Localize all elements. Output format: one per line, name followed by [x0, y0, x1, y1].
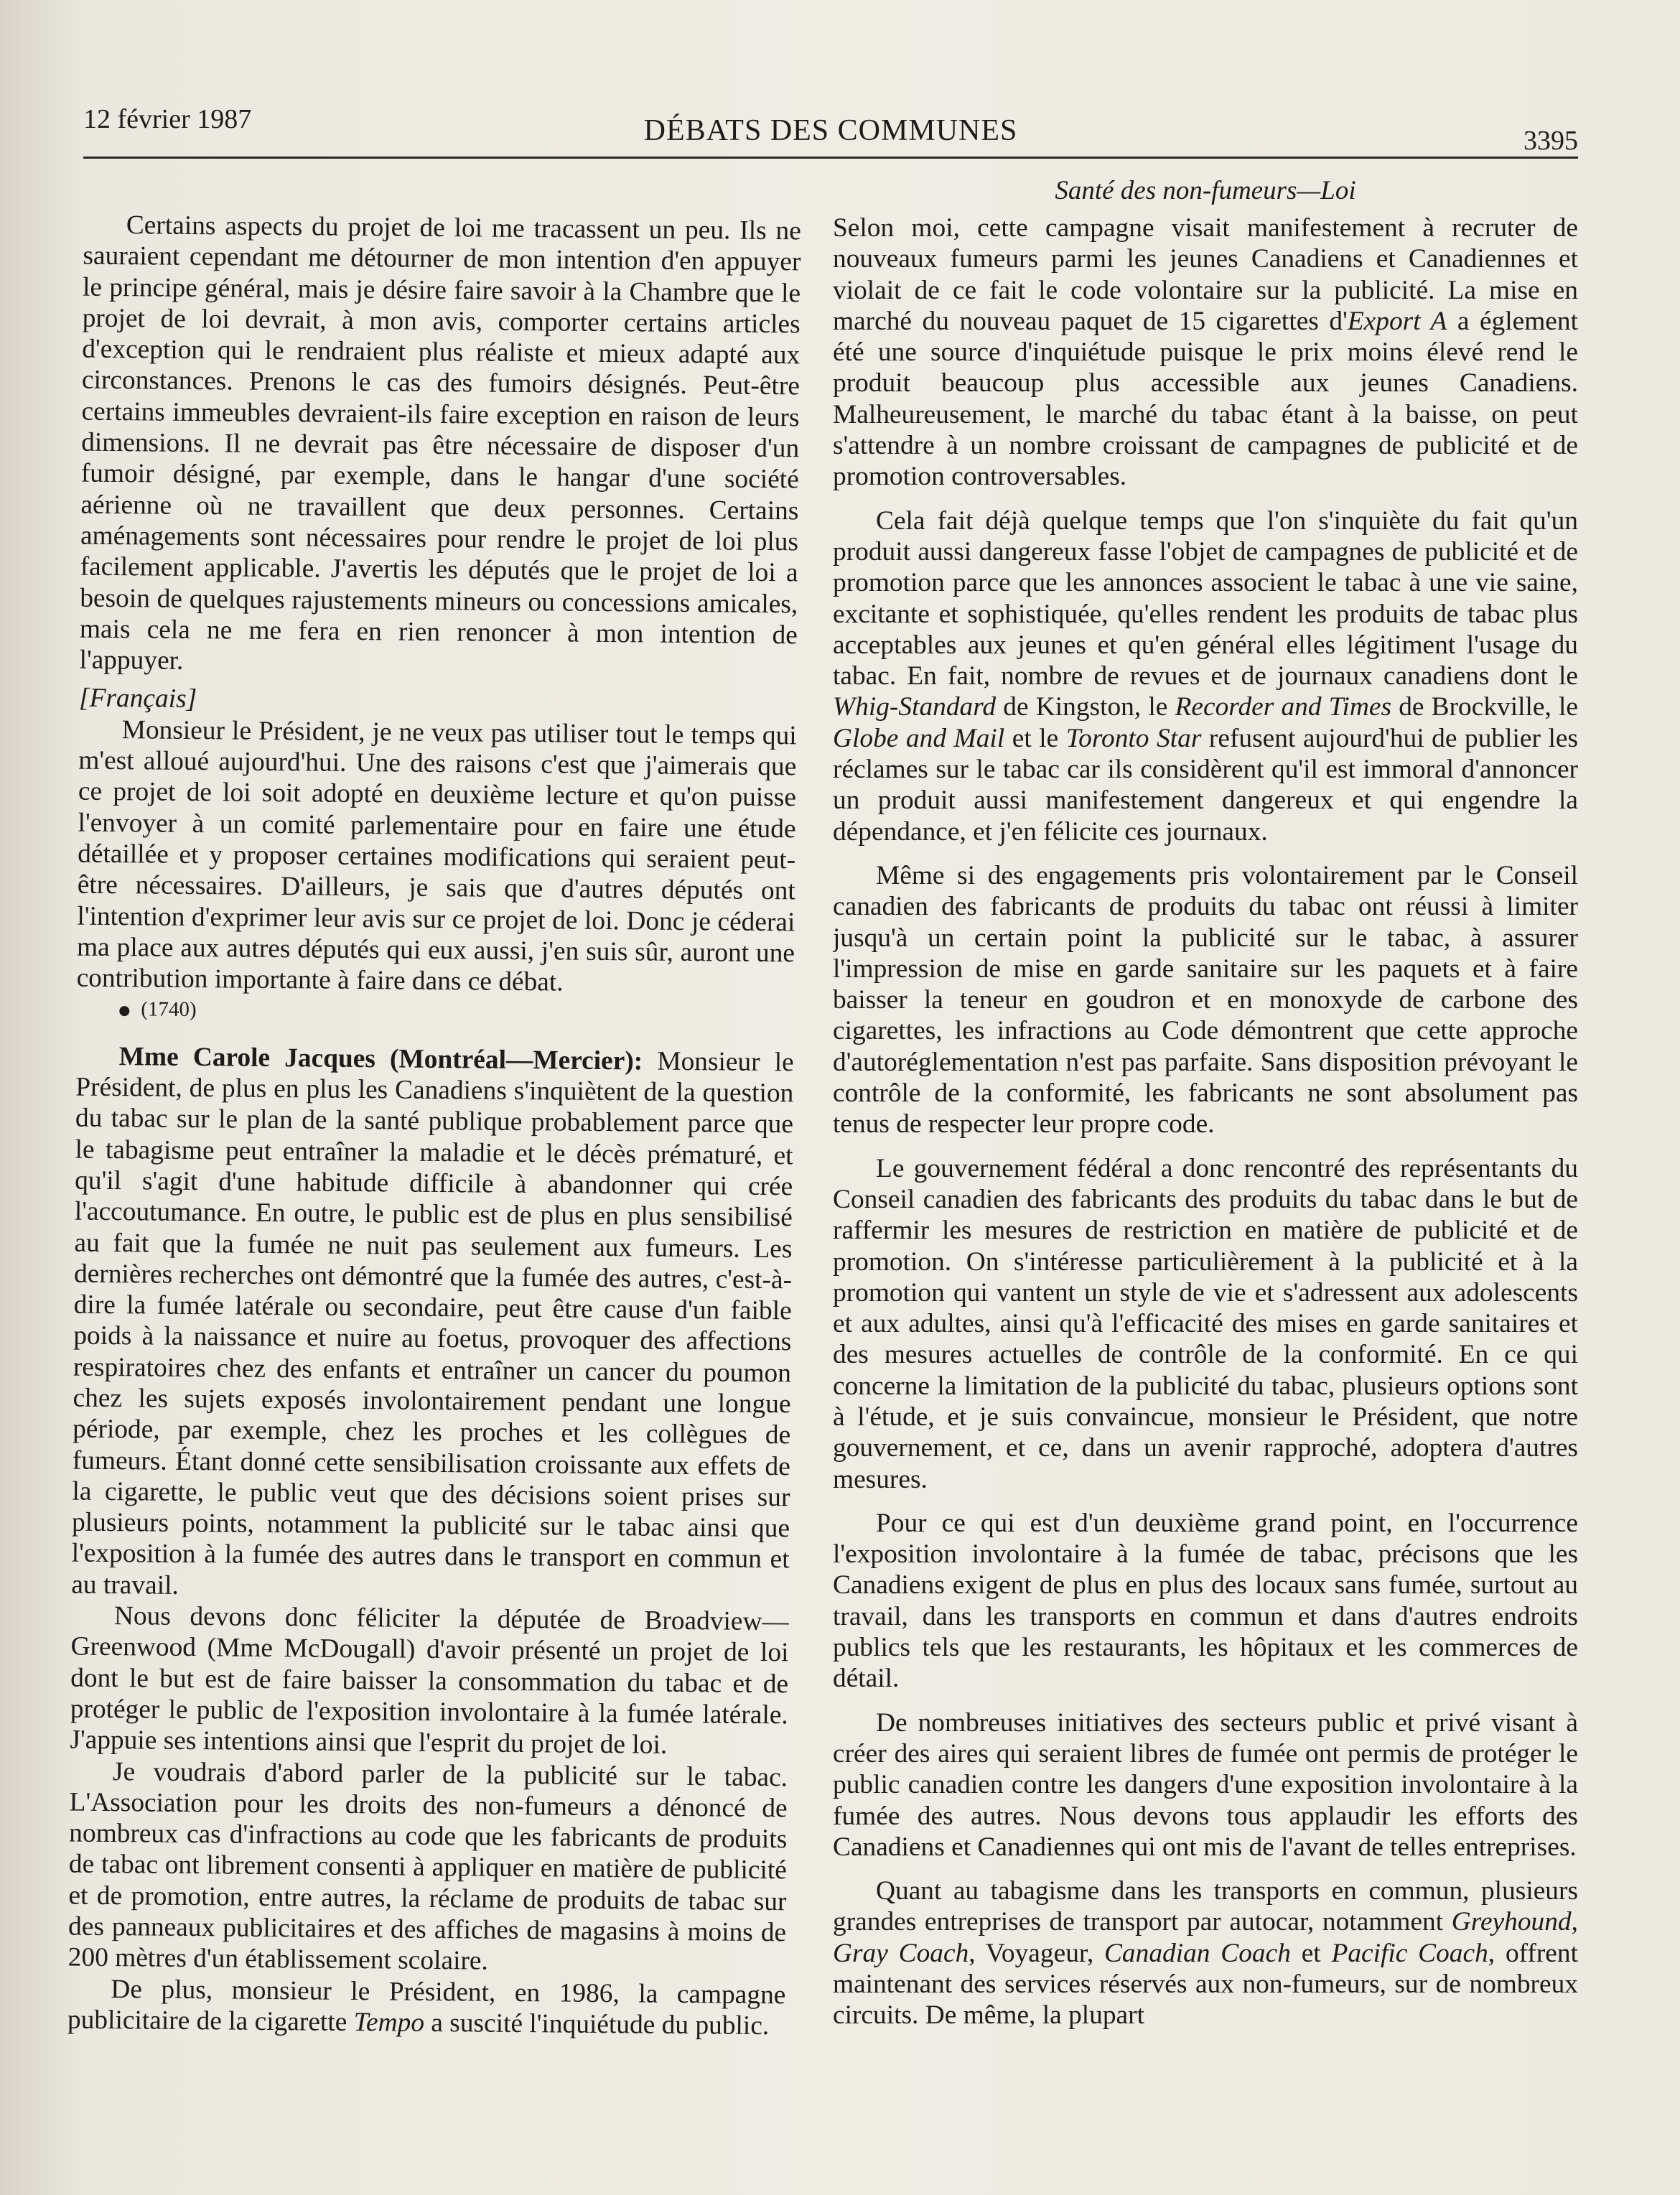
company-name: Canadian Coach — [1103, 1938, 1291, 1968]
header-title: DÉBATS DES COMMUNES — [643, 114, 1018, 147]
paragraph: Nous devons donc féliciter la députée de Broadview—Greenwood (Mme McDougall) d'avoir présenté un projet de loi dont le but est de faire baisser la consommation du tabac et de protéger le public de l'exposition involontaire à la fumée latérale. J'appuie ses intentions ainsi que l'esprit du projet de loi. — [70, 1601, 790, 1761]
brand-name: Tempo — [353, 2007, 425, 2038]
language-marker: [Français] — [78, 684, 197, 714]
text-run: , offrent maintenant des services réservés aux non-fumeurs, sur de nombreux circuits. De même, la plupart — [833, 1938, 1578, 2031]
paragraph — [67, 1973, 786, 2041]
text-run: de Brockville, le — [1391, 692, 1578, 722]
paragraph — [71, 1040, 794, 1606]
text-run: De plus, monsieur le Président, en 1986, la campagne publicitaire de la cigarette — [67, 1974, 786, 2037]
bullet-icon — [119, 1006, 129, 1016]
text-run: a églement été une source d'inquiétude puisque le prix moins élevé rend le produit beaucoup plus accessible aux jeunes Canadiens. Malheureusement, le marché du tabac étant à la baisse, on peut s'attendre à un nombre croissant de campagnes de publicité et de promotion controversables. — [833, 306, 1578, 492]
right-column — [833, 213, 1578, 2144]
paragraph — [833, 213, 1578, 493]
text-run: et le — [1004, 723, 1066, 753]
brand-name: Export A — [1347, 306, 1447, 336]
paragraph: Même si des engagements pris volontairement par le Conseil canadien des fabricants de produits du tabac ont réussi à limiter jusqu'à un certain point la publicité sur le tabac, à assurer l'impression de mise en garde sanitaire sur les paquets et à faire baisser la teneur en goudron et en monoxyde de carbone des cigarettes, les infractions au Code démontrent que cette approche d'autoréglementation n'est pas parfaite. Sans disposition prévoyant le contrôle de la conformité, les fabricants ne sont absolument pas tenus de respecter leur propre code. — [833, 860, 1578, 1140]
newspaper-name: Whig-Standard — [833, 692, 997, 722]
paragraph: Pour ce qui est d'un deuxième grand point, en l'occurrence l'exposition involontaire à la fumée de tabac, précisons que les Canadiens exigent de plus en plus des locaux sans fumée, surtout au travail, dans les transports en commun et dans d'autres endroits publics tels que les restaurants, les hôpitaux et les commerces de détail. — [833, 1508, 1578, 1694]
text-run: , Voyageur, — [969, 1938, 1104, 1968]
company-name: Greyhound — [1451, 1907, 1572, 1937]
newspaper-name: Toronto Star — [1065, 723, 1202, 753]
text-run: de Kingston, le — [996, 692, 1175, 722]
company-name: Pacific Coach — [1331, 1938, 1488, 1968]
speech-text: Monsieur le Président, de plus en plus les Canadiens s'inquiètent de la question du tabac sur le plan de la santé publique probablement parce que le tabagisme peut entraîner la maladie et le décès prématuré, et qu'il s'agit d'une habitude difficile à abandonner qui crée l'accoutumance. En outre, le public est de plus en plus sensibilisé au fait que la fumée ne nuit pas seulement aux fumeurs. Les dernières recherches ont démontré que la fumée des autres, c'est-à-dire la fumée latérale ou secondaire, peut être cause d'un faible poids à la naissance et nuire au foetus, provoquer des affections respiratoires chez des enfants et entraîner un cancer du poumon chez les sujets exposés involontairement pendant une longue période, par exemple, chez les proches et les collègues de fumeurs. Étant donné cette sensibilisation croissante aux effets de la cigarette, le public veut que des décisions soient prises sur plusieurs points, notamment la publicité sur le tabac ainsi que l'exposition à la fumée des autres dans le transport en commun et au travail. — [71, 1046, 794, 1600]
paragraph: Monsieur le Président, je ne veux pas utiliser tout le temps qui m'est alloué aujourd'hui. Une des raisons c'est que j'aimerais que ce projet de loi soit adopté en deuxième lecture et qu'on puisse l'envoyer à un comité parlementaire pour en faire une étude détaillée et y proposer certaines modifications qui seraient peut-être nécessaires. D'ailleurs, je sais que d'autres députés ont l'intention d'exprimer leur avis sur ce projet de loi. Donc je céderai ma place aux autres députés qui eux aussi, j'en suis sûr, auront une contribution importante à faire dans ce débat. — [76, 714, 797, 997]
text-run: Quant au tabagisme dans les transports en commun, plusieurs grandes entreprises de transport par autocar, notamment — [833, 1876, 1578, 1937]
text-run: , — [1571, 1907, 1578, 1937]
page-header — [83, 101, 1578, 157]
time-stamp-text: (1740) — [141, 997, 197, 1022]
paragraph: Le gouvernement fédéral a donc rencontré des représentants du Conseil canadien des fabricants des produits du tabac dans le but de raffermir les mesures de restriction en matière de publicité et de promotion. On s'intéresse particulièrement à la publicité et à la promotion qui vantent un style de vie et s'adressent aux adolescents et aux adultes, ainsi qu'à l'efficacité des mises en garde sanitaires et des mesures actuelles de contrôle de la conformité. En ce qui concerne la limitation de la publicité du tabac, plusieurs options sont à l'étude, et je suis convaincue, monsieur le Président, que notre gouvernement, et ce, dans un avenir rapproché, adoptera d'autres mesures. — [833, 1153, 1578, 1494]
running-head: Santé des non-fumeurs—Loi — [1055, 176, 1356, 205]
newspaper-name: Recorder and Times — [1175, 692, 1392, 722]
newspaper-name: Globe and Mail — [833, 723, 1005, 753]
text-run: refusent aujourd'hui de publier les réclames sur le tabac car ils considèrent qu'il est immoral d'annoncer un produit aussi manifestement dangereux et qui engendre la dépendance, et j'en félicite ces journaux. — [833, 723, 1578, 847]
company-name: Gray Coach — [833, 1938, 969, 1968]
speaker-name: Mme Carole Jacques (Montréal—Mercier): — [118, 1041, 643, 1076]
paragraph — [833, 505, 1578, 847]
page-number: 3395 — [1523, 126, 1578, 156]
paragraph: Je voudrais d'abord parler de la publicité sur le tabac. L'Association pour les droits des non-fumeurs a dénoncé de nombreux cas d'infractions au code que les fabricants de produits de tabac ont librement consenti à appliquer en matière de publicité et de promotion, entre autres, la réclame de produits de tabac sur des panneaux publicitaires et des affiches de magasins à moins de 200 mètres d'un établissement scolaire. — [67, 1756, 788, 1976]
left-column — [67, 210, 801, 2148]
text-run: Selon moi, cette campagne visait manifestement à recruter de nouveaux fumeurs parmi les jeunes Canadiens et Canadiennes et violait de ce fait le code volontaire sur la publicité. La mise en marché du nouveau paquet de 15 cigarettes d' — [833, 213, 1578, 336]
text-run: et — [1290, 1938, 1332, 1968]
header-date: 12 février 1987 — [83, 104, 252, 134]
paragraph: De nombreuses initiatives des secteurs public et privé visant à créer des aires qui seraient libres de fumée ont permis de protéger le public canadien contre les dangers d'une exposition involontaire à la fumée des autres. Nous devons tous applaudir les efforts des Canadiens et Canadiennes qui ont mis de l'avant de telles entreprises. — [833, 1707, 1578, 1862]
text-run: Cela fait déjà quelque temps que l'on s'inquiète du fait qu'un produit aussi dangereux fasse l'objet de campagnes de publicité et de promotion parce que les annonces associent le tabac à une vie saine, excitante et sophistiquée, qu'elles rendent les produits de tabac plus acceptables aux jeunes et qu'en général elles légitiment l'usage du tabac. En fait, nombre de revues et de journaux canadiens dont le — [833, 505, 1578, 691]
header-rule — [83, 157, 1578, 159]
paragraph: Certains aspects du projet de loi me tracassent un peu. Ils ne sauraient cependant me détourner de mon intention d'en appuyer le principe général, mais je désire faire savoir à la Chambre que le projet de loi devrait, à mon avis, comporter certains articles d'exception qui le rendraient plus réaliste et mieux adapté aux circonstances. Prenons le cas des fumoirs désignés. Peut-être certains immeubles devraient-ils faire exception en raison de leurs dimensions. Il ne devrait pas être nécessaire de disposer d'un fumoir désigné, par exemple, dans le hangar d'une société aérienne où ne travaillent que deux personnes. Certains aménagements sont nécessaires pour rendre le projet de loi plus facilement applicable. J'avertis les députés que le projet de loi a besoin de quelques rajustements mineurs ou concessions amicales, mais cela ne me fera en rien renoncer à mon intention de l'appuyer. — [79, 210, 801, 676]
paragraph — [833, 1875, 1578, 2031]
text-run: a suscité l'inquiétude du public. — [424, 2008, 770, 2041]
time-stamp — [76, 994, 794, 1031]
